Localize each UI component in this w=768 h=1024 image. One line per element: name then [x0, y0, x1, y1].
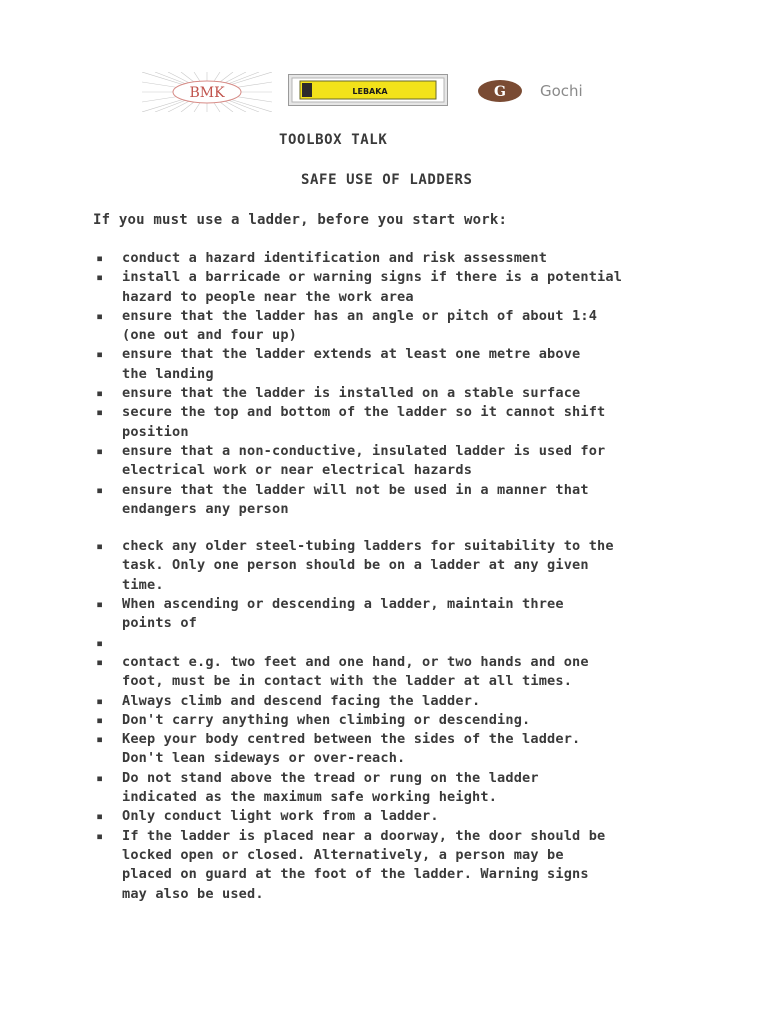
- bullet-marker: ▪: [96, 828, 104, 843]
- list-item-line: ensure that the ladder has an angle or pitch of about 1:4: [122, 307, 598, 324]
- list-item: [96, 711, 676, 730]
- list-item: [96, 307, 676, 346]
- list-item-line: Always climb and descend facing the ladder.: [122, 692, 481, 709]
- svg-text:LEBAKA: LEBAKA: [352, 87, 388, 96]
- list-item: [96, 730, 676, 769]
- list-item-line: [122, 634, 676, 653]
- list-item-line: the landing: [122, 365, 214, 382]
- list-item-line: ensure that the ladder extends at least one metre above: [122, 346, 581, 363]
- list-item-line: time.: [122, 576, 164, 593]
- bullet-marker: ▪: [96, 405, 104, 420]
- list-item: [96, 384, 676, 403]
- list-item: [96, 345, 676, 384]
- list-item-line: points of: [122, 615, 198, 632]
- bullet-marker: ▪: [96, 443, 104, 458]
- bullet-marker: ▪: [96, 270, 104, 285]
- bullet-marker: ▪: [96, 386, 104, 401]
- page-subtitle: SAFE USE OF LADDERS: [301, 172, 473, 188]
- list-item-line: task. Only one person should be on a ladder at any given: [122, 557, 589, 574]
- list-item-line: Don't carry anything when climbing or descending.: [122, 711, 531, 728]
- list-item: [96, 692, 676, 711]
- bullet-marker: ▪: [96, 539, 104, 554]
- bullet-marker: ▪: [96, 251, 104, 265]
- list-item-line: ensure that the ladder will not be used in a manner that: [122, 481, 589, 498]
- bullet-marker: ▪: [96, 712, 104, 727]
- list-item: [96, 537, 676, 595]
- bullet-marker: ▪: [96, 654, 104, 669]
- intro-text: If you must use a ladder, before you start work:: [93, 212, 508, 228]
- bullet-list: [96, 249, 676, 904]
- list-item-line: endangers any person: [122, 500, 289, 517]
- bullet-marker: ▪: [96, 732, 104, 747]
- list-item-line: install a barricade or warning signs if there is a potential: [122, 269, 623, 286]
- bmk-logo: [142, 72, 272, 112]
- bullet-marker: ▪: [96, 597, 104, 612]
- list-item-line: When ascending or descending a ladder, maintain three: [122, 596, 564, 613]
- list-item-line: If the ladder is placed near a doorway, the door should be: [122, 827, 606, 844]
- list-item: [96, 595, 676, 634]
- list-item: [96, 249, 676, 268]
- list-item: [96, 268, 676, 307]
- svg-text:BMK: BMK: [189, 85, 225, 101]
- lebaka-logo: [288, 74, 448, 106]
- list-item: [96, 442, 676, 481]
- bullet-marker: ▪: [96, 347, 104, 362]
- list-item-line: secure the top and bottom of the ladder so it cannot shift: [122, 404, 606, 421]
- list-item-line: ensure that a non-conductive, insulated ladder is used for: [122, 442, 606, 459]
- list-item-line: indicated as the maximum safe working height.: [122, 789, 498, 806]
- list-item-line: (one out and four up): [122, 327, 298, 344]
- list-item-line: locked open or closed. Alternatively, a person may be: [122, 846, 564, 863]
- list-item: [96, 653, 676, 692]
- list-item-line: Keep your body centred between the sides of the ladder.: [122, 731, 581, 748]
- svg-text:G: G: [494, 84, 506, 100]
- bullet-marker: ▪: [96, 482, 104, 497]
- svg-text:Gochi: Gochi: [540, 82, 583, 100]
- list-item: [96, 403, 676, 442]
- list-item-line: Do not stand above the tread or rung on the ladder: [122, 769, 539, 786]
- list-item-line: placed on guard at the foot of the ladder. Warning signs: [122, 866, 589, 883]
- list-item: [96, 634, 676, 653]
- list-item: [96, 481, 676, 520]
- gochi-logo: [476, 76, 626, 106]
- list-item-line: Don't lean sideways or over-reach.: [122, 750, 406, 767]
- bullet-marker: ▪: [96, 308, 104, 323]
- list-item-line: may also be used.: [122, 885, 264, 902]
- logo-bar: [140, 70, 630, 114]
- bullet-marker: ▪: [96, 635, 104, 650]
- page-title: TOOLBOX TALK: [279, 132, 388, 148]
- list-item-line: check any older steel-tubing ladders for suitability to the: [122, 538, 614, 555]
- list-item: [96, 807, 676, 826]
- bullet-marker: ▪: [96, 770, 104, 785]
- list-item-line: position: [122, 423, 189, 440]
- list-item-line: contact e.g. two feet and one hand, or two hands and one: [122, 653, 589, 670]
- bullet-marker: ▪: [96, 693, 104, 708]
- list-item-line: electrical work or near electrical hazards: [122, 462, 473, 479]
- bullet-marker: ▪: [96, 809, 104, 824]
- list-item-line: foot, must be in contact with the ladder at all times.: [122, 673, 573, 690]
- list-item-line: Only conduct light work from a ladder.: [122, 808, 439, 825]
- list-item-line: conduct a hazard identification and risk assessment: [122, 250, 548, 266]
- list-item: [96, 769, 676, 808]
- list-item: [96, 827, 676, 904]
- list-item-line: hazard to people near the work area: [122, 288, 414, 305]
- list-item-line: ensure that the ladder is installed on a stable surface: [122, 385, 581, 402]
